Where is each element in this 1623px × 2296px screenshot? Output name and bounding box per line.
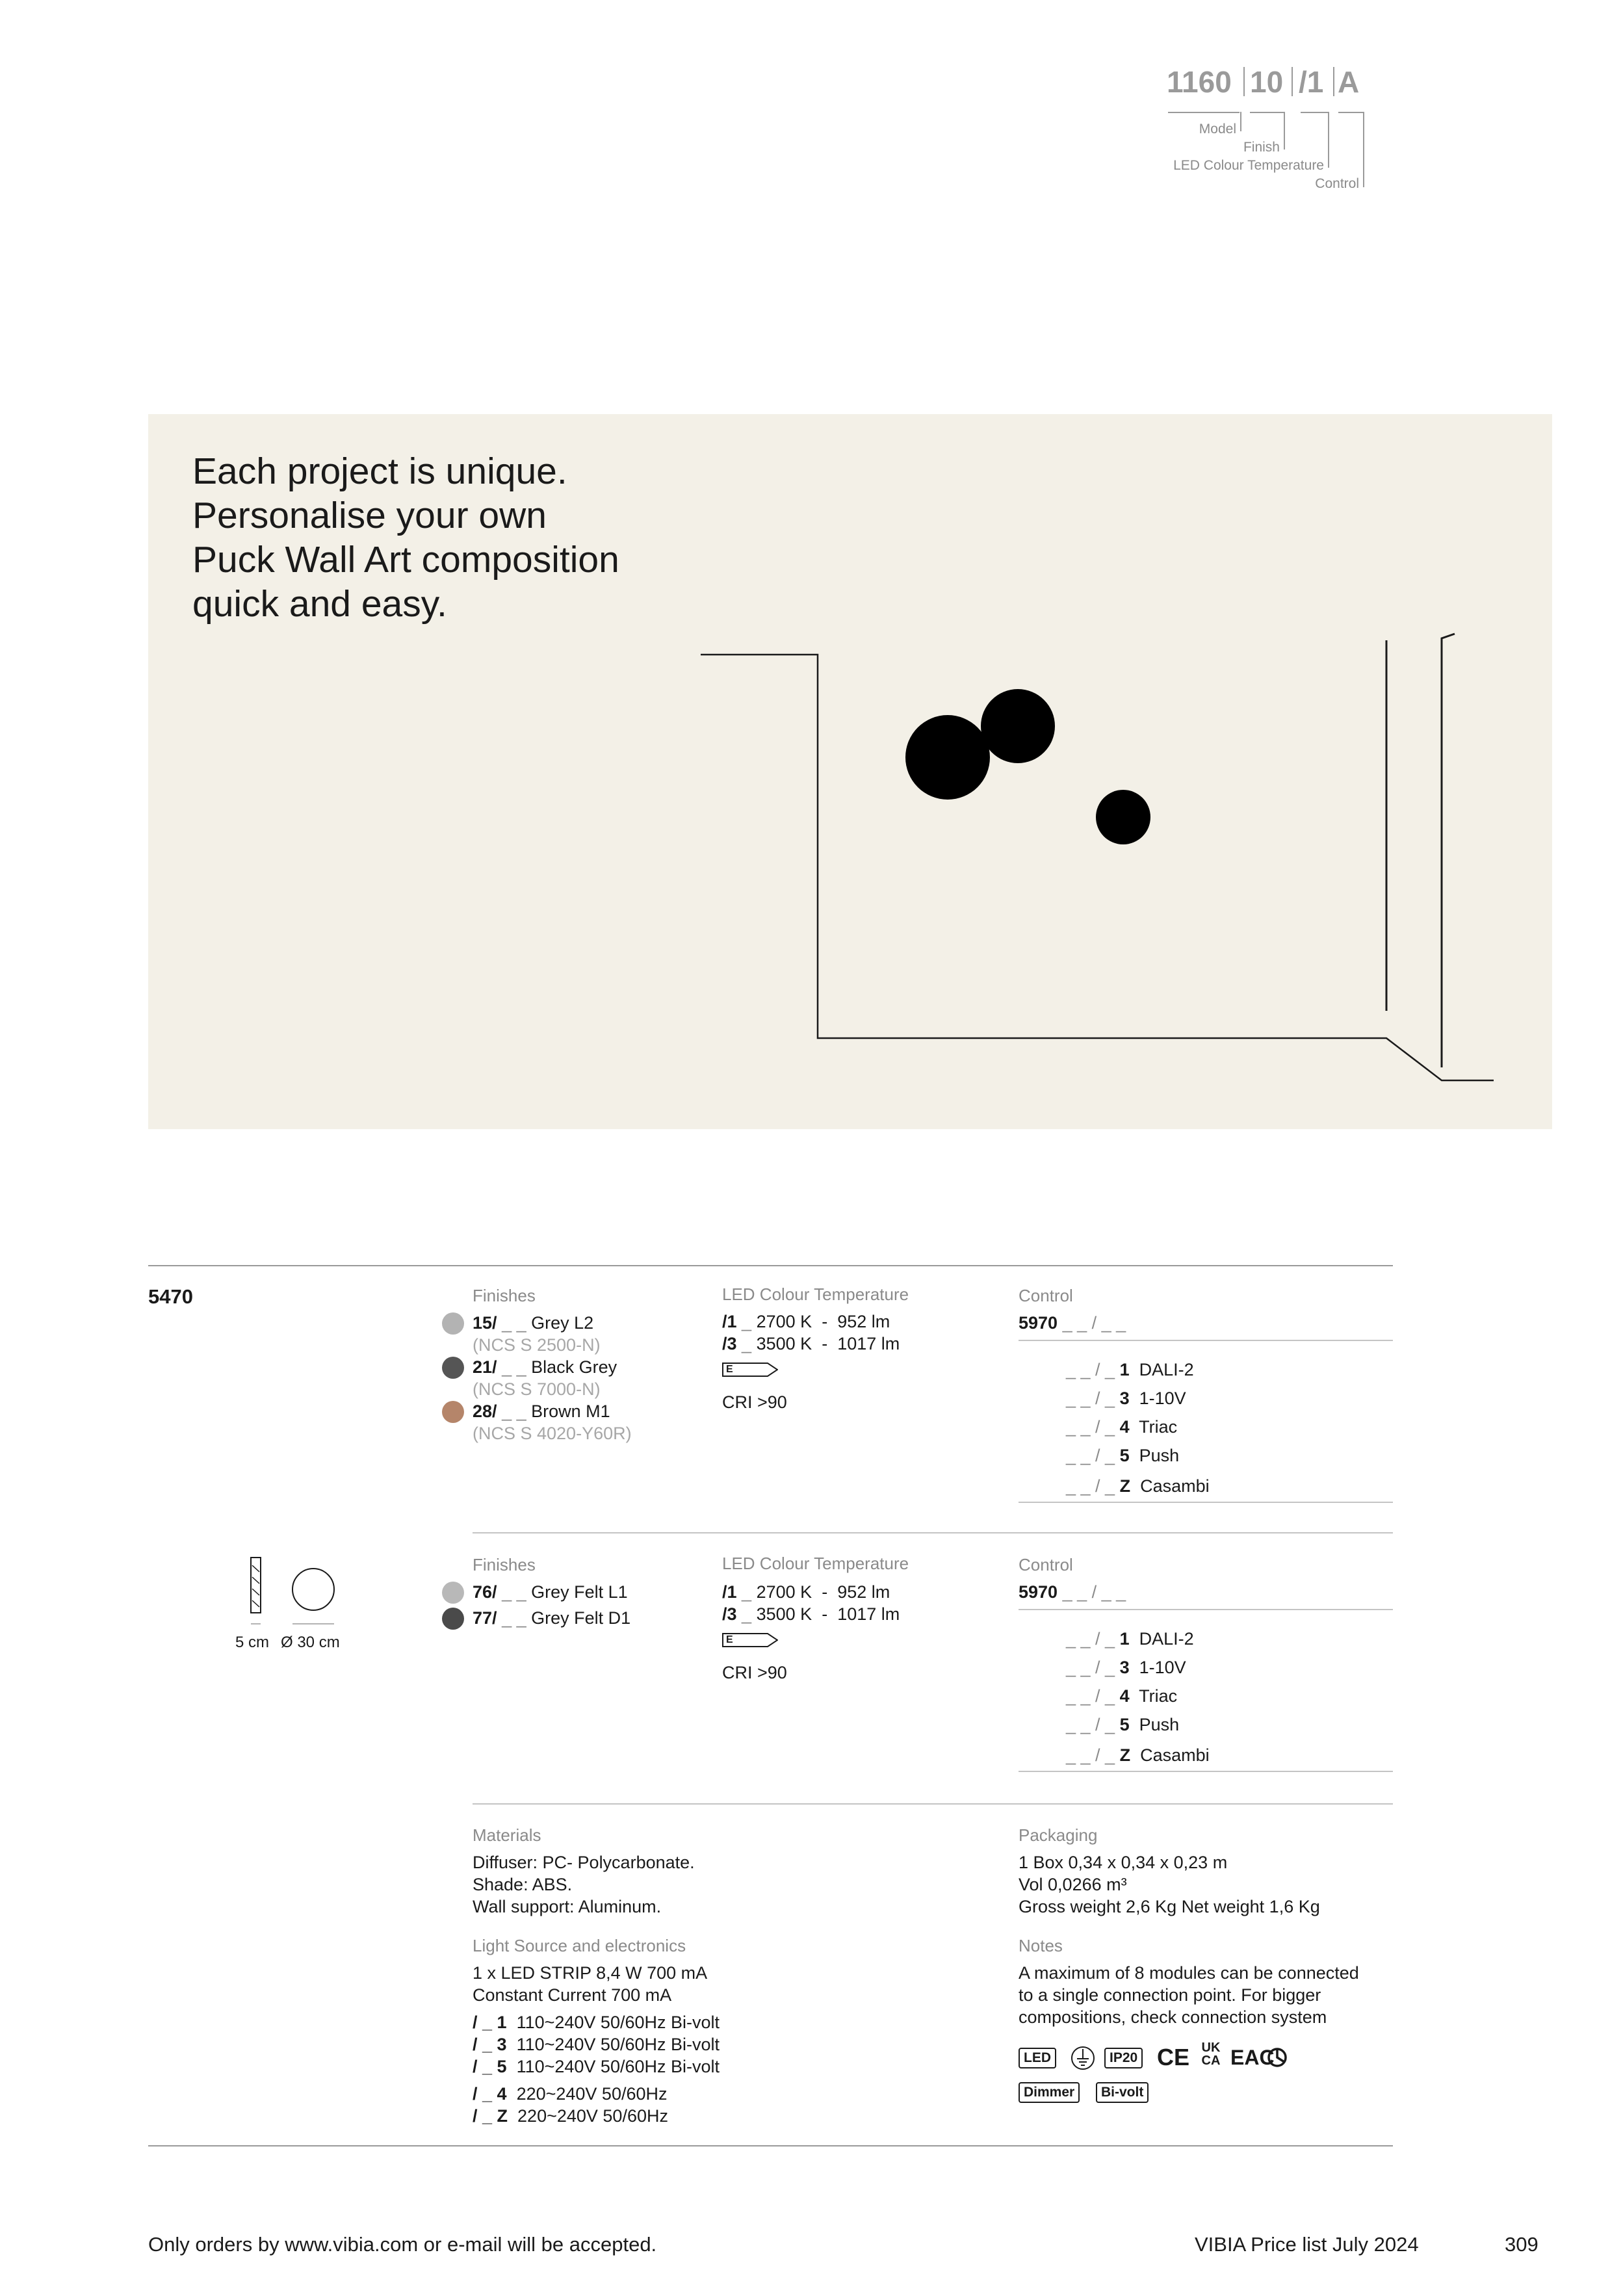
finish-name: Black Grey: [531, 1357, 617, 1377]
code-underline: [1168, 112, 1240, 113]
notes-list: [1019, 1962, 1359, 2028]
code-label-control: Control: [1315, 176, 1359, 191]
finish-name: Grey Felt D1: [531, 1608, 631, 1628]
control-option: _ _ / _ 4 Triac: [1066, 1686, 1178, 1706]
packaging-list: [1019, 1851, 1320, 1918]
led-badge: LED: [1019, 2048, 1056, 2068]
control-option: _ _ / _ 5 Push: [1066, 1715, 1180, 1734]
hero-line: Each project is unique.: [192, 450, 567, 492]
bivolt-badge: Bi-volt: [1096, 2082, 1149, 2103]
wall-line: [701, 655, 1494, 1080]
table-top-rule: [148, 1265, 1393, 1266]
led-kelvin: 2700 K: [756, 1312, 812, 1331]
finish-name: Grey L2: [531, 1313, 594, 1333]
light-line: 1 x LED STRIP 8,4 W 700 mA: [473, 1963, 708, 1983]
light-source-title: Light Source and electronics: [473, 1936, 686, 1955]
finish-blanks: _ _: [502, 1357, 526, 1377]
voltage-option: / _ 4 220~240V 50/60Hz: [473, 2084, 668, 2104]
led-code: /3: [722, 1334, 737, 1353]
code-part-model: 1160: [1167, 65, 1232, 99]
material-line: Diffuser: PC- Polycarbonate.: [473, 1853, 695, 1872]
control-code: [1019, 1312, 1126, 1334]
code-leader: [1240, 112, 1241, 131]
finish-code: 28/: [473, 1402, 497, 1421]
control-rule: [1019, 1502, 1393, 1503]
finish-option: [473, 1400, 610, 1422]
voltage-option: / _ 1 110~240V 50/60Hz Bi-volt: [473, 2013, 720, 2032]
puck-light: [905, 715, 990, 800]
ce-mark: CE: [1157, 2044, 1190, 2070]
control-options: [1066, 1628, 1261, 1771]
code-underline: [1250, 112, 1284, 113]
hero-line: Personalise your own: [192, 495, 547, 536]
finish-swatch: [442, 1312, 464, 1335]
control-title: Control: [1019, 1555, 1073, 1574]
ip20-badge: IP20: [1104, 2048, 1143, 2068]
variant-separator-rule: [473, 1532, 1393, 1533]
finish-option: [473, 1607, 630, 1629]
table-bottom-rule: [148, 2145, 1393, 2146]
code-separator: [1292, 67, 1293, 96]
finish-swatch: [442, 1401, 464, 1423]
control-option: _ _ / _ 3 1-10V: [1066, 1658, 1186, 1677]
finish-ncs: (NCS S 4020-Y60R): [473, 1424, 632, 1443]
finishes-list: [442, 1581, 702, 1633]
control-code-blanks: _ _ / _ _: [1062, 1313, 1126, 1333]
dimension-depth: 5 cm: [235, 1634, 270, 1651]
control-option: _ _ / _ Z Casambi: [1066, 1476, 1210, 1496]
code-leader: [1284, 112, 1285, 150]
materials-title: Materials: [473, 1825, 541, 1845]
packaging-line: Vol 0,0266 m³: [1019, 1875, 1127, 1894]
code-separator: [1333, 67, 1334, 96]
control-option: _ _ / _ 5 Push: [1066, 1446, 1180, 1465]
control-code: 5970 _ _ / _ _: [1019, 1582, 1126, 1602]
materials-list: [473, 1851, 695, 1918]
finish-option: [473, 1356, 617, 1378]
finishes-list: [442, 1312, 702, 1448]
packaging-title: Packaging: [1019, 1825, 1098, 1845]
note-line: to a single connection point. For bigger: [1019, 1985, 1321, 2005]
led-option: [722, 1311, 890, 1333]
led-options: [722, 1581, 982, 1691]
control-rule: [1019, 1609, 1393, 1610]
energy-class: E: [726, 1634, 733, 1645]
control-option: _ _ / _ Z Casambi: [1066, 1745, 1210, 1765]
specs-separator-rule: [473, 1803, 1393, 1805]
ukca-mark: UK CA: [1201, 2041, 1221, 2068]
finish-name: Brown M1: [531, 1402, 610, 1421]
voltage-option: / _ Z 220~240V 50/60Hz: [473, 2106, 668, 2126]
finish-swatch: [442, 1357, 464, 1379]
packaging-line: Gross weight 2,6 Kg Net weight 1,6 Kg: [1019, 1897, 1320, 1916]
hero-panel: [148, 414, 1552, 1129]
control-option: _ _ / _ 1 DALI-2: [1066, 1629, 1194, 1649]
hero-line: quick and easy.: [192, 583, 447, 625]
material-line: Shade: ABS.: [473, 1875, 573, 1894]
earth-class-icon: [1070, 2045, 1096, 2071]
control-title: Control: [1019, 1286, 1073, 1305]
finish-ncs: (NCS S 2500-N): [473, 1335, 601, 1355]
led-sep: -: [822, 1312, 828, 1331]
light-line: Constant Current 700 mA: [473, 1985, 672, 2005]
finish-code: 77/: [473, 1608, 497, 1628]
led-title: LED Colour Temperature: [722, 1285, 909, 1304]
finish-code: 21/: [473, 1357, 497, 1377]
puck-light: [1096, 790, 1150, 844]
cri-value: CRI >90: [722, 1392, 787, 1412]
finish-name: Grey Felt L1: [531, 1582, 628, 1602]
code-underline: [1338, 112, 1363, 113]
code-part-control: A: [1338, 65, 1360, 99]
wall-art-illustration: [148, 414, 1552, 1129]
code-label-finish: Finish: [1243, 140, 1280, 155]
code-legend: [1167, 62, 1401, 198]
notes-title: Notes: [1019, 1936, 1063, 1955]
code-leader: [1363, 112, 1364, 187]
product-dimension-drawing: [244, 1555, 361, 1633]
note-line: A maximum of 8 modules can be connected: [1019, 1963, 1359, 1983]
led-option: /1 _ 2700 K - 952 lm: [722, 1582, 890, 1602]
led-sep: -: [822, 1334, 828, 1353]
puck-light: [981, 689, 1055, 763]
finishes-title: Finishes: [473, 1286, 536, 1305]
code-underline: [1301, 112, 1328, 113]
led-option: /3 _ 3500 K - 1017 lm: [722, 1604, 900, 1624]
control-options: [1066, 1359, 1261, 1502]
material-line: Wall support: Aluminum.: [473, 1897, 662, 1916]
finishes-title: Finishes: [473, 1555, 536, 1574]
finish-blanks: _ _: [502, 1402, 526, 1421]
eac-mark: EAC: [1230, 2046, 1275, 2069]
finish-blanks: _ _: [502, 1313, 526, 1333]
energy-class: E: [726, 1364, 733, 1375]
control-code-number: 5970: [1019, 1313, 1058, 1333]
finish-blanks: _ _: [502, 1608, 526, 1628]
code-part-finish: 10: [1250, 65, 1284, 99]
note-line: compositions, check connection system: [1019, 2007, 1327, 2027]
recycling-icon: [1266, 2046, 1288, 2068]
cri-value: CRI >90: [722, 1663, 787, 1682]
control-option: _ _ / _ 4 Triac: [1066, 1417, 1178, 1437]
packaging-line: 1 Box 0,34 x 0,34 x 0,23 m: [1019, 1853, 1228, 1872]
control-option: _ _ / _ 3 1-10V: [1066, 1389, 1186, 1408]
led-blank: _: [742, 1334, 752, 1353]
model-number: 5470: [148, 1285, 193, 1308]
finish-swatch: [442, 1608, 464, 1630]
footer-order-note: Only orders by www.vibia.com or e-mail will be accepted.: [148, 2233, 657, 2256]
led-kelvin: 3500 K: [756, 1334, 812, 1353]
control-rule: [1019, 1771, 1393, 1772]
page-number: 309: [1505, 2233, 1539, 2256]
finish-ncs: (NCS S 7000-N): [473, 1379, 601, 1399]
footer-brand: VIBIA Price list July 2024: [1195, 2233, 1419, 2256]
finish-option: [473, 1312, 593, 1334]
front-profile-icon: [292, 1569, 334, 1610]
led-title: LED Colour Temperature: [722, 1554, 909, 1573]
finish-code: 76/: [473, 1582, 497, 1602]
light-source-list: [473, 1962, 720, 2127]
led-option: [722, 1333, 900, 1355]
finish-option: [473, 1581, 628, 1603]
finish-code: 15/: [473, 1313, 497, 1333]
code-label-model: Model: [1199, 122, 1236, 137]
hero-line: Puck Wall Art composition: [192, 539, 619, 581]
voltage-option: / _ 5 110~240V 50/60Hz Bi-volt: [473, 2057, 720, 2076]
code-part-led: /1: [1299, 65, 1324, 99]
code-leader: [1328, 112, 1329, 168]
finish-swatch: [442, 1582, 464, 1604]
control-option: _ _ / _ 1 DALI-2: [1066, 1360, 1194, 1379]
led-blank: _: [742, 1312, 752, 1331]
code-label-led: LED Colour Temperature: [1173, 158, 1324, 173]
led-lumen: 952 lm: [837, 1312, 890, 1331]
control-rule: [1019, 1340, 1393, 1341]
led-code: /1: [722, 1312, 737, 1331]
dimmer-badge: Dimmer: [1019, 2082, 1080, 2103]
dimension-diameter: Ø 30 cm: [281, 1634, 340, 1651]
voltage-option: / _ 3 110~240V 50/60Hz Bi-volt: [473, 2035, 720, 2054]
finish-blanks: _ _: [502, 1582, 526, 1602]
code-separator: [1243, 67, 1245, 96]
wall-edge-line: [1442, 634, 1455, 1067]
led-options: [722, 1311, 982, 1421]
led-lumen: 1017 lm: [837, 1334, 900, 1353]
